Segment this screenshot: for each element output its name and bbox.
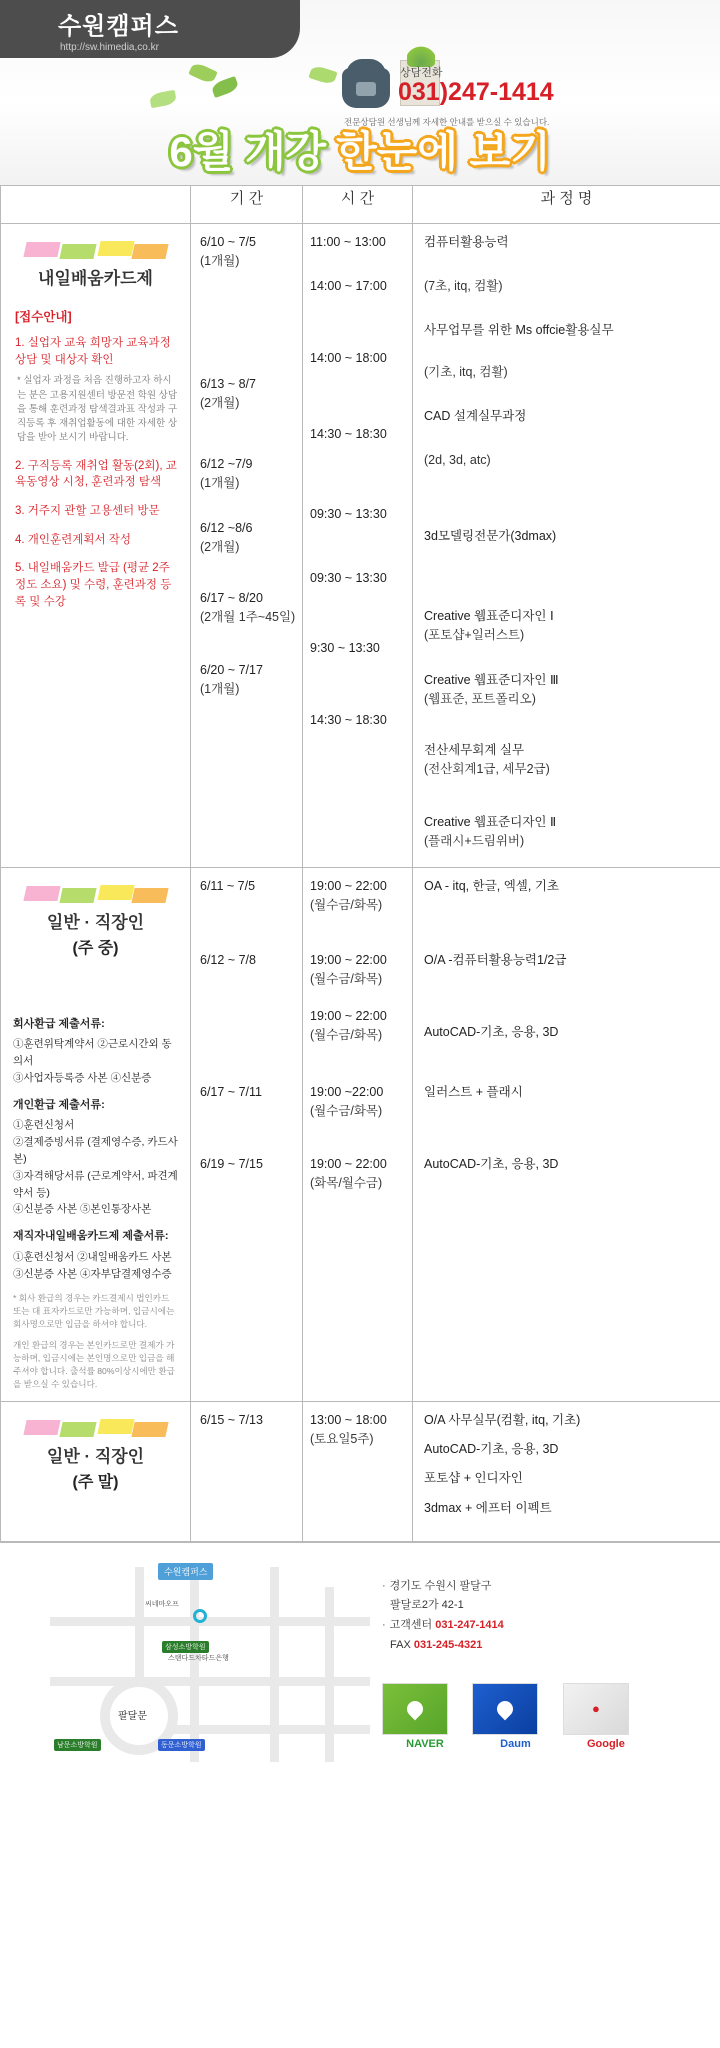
- period-sub: (2개월): [200, 396, 240, 411]
- time-group: [304, 1403, 411, 1450]
- section2-subtitle: (주 중): [72, 939, 119, 957]
- period-sub: (1개월): [200, 254, 240, 269]
- list-item: 5. 내일배움카드 발급 (평균 2주정도 소요) 및 수령, 훈련과정 등록 및 수강: [15, 562, 172, 608]
- page-footer: [0, 1542, 720, 1777]
- highlight-swatches: [21, 1418, 171, 1438]
- refund-note-2: 개인 환급의 경우는 본인카드로만 결제가 가능하며, 입금시에는 본인명으로만 입금을 해주셔야 합니다. 출석률 80%이상시에만 환급을 받으실 수 있습니다.: [13, 1339, 175, 1389]
- time-sub: (화목/월수금): [310, 1176, 383, 1191]
- highlight-swatches: [21, 240, 171, 260]
- list-item: ①훈련위탁계약서 ②근로시간외 동의서: [13, 1038, 172, 1068]
- leaf-icon: [308, 64, 337, 85]
- phone-subtext: 전문상담원 선생님께 자세한 안내를 받으실 수 있습니다.: [344, 117, 550, 127]
- list-item: 4. 개인훈련계획서 작성: [15, 533, 131, 546]
- table-row: [1, 867, 720, 1401]
- course-sub: (플래시+드림위버): [424, 834, 525, 849]
- naver-label: NAVER: [406, 1737, 444, 1750]
- section2-time-cell: [303, 867, 413, 1401]
- list-item: ③사업자등록증 사본 ④신분증: [13, 1071, 152, 1084]
- list-item: 2. 구직등록 재취업 활동(2회), 교육동영상 시청, 훈련과정 탐색: [15, 459, 177, 489]
- period-sub: (1개월): [200, 682, 240, 697]
- section3-title: 일반 · 직장인: [46, 1446, 145, 1466]
- list-item: ③자격해당서류 (근로계약서, 파견계약서 등): [13, 1169, 178, 1199]
- time-value: 9:30 ~ 13:30: [310, 641, 380, 655]
- location-pin-icon: [193, 1609, 207, 1623]
- list-item: ④신분증 사본 ⑤본인통장사본: [13, 1203, 152, 1216]
- time-value: 14:30 ~ 18:30: [310, 427, 387, 441]
- section3-period-cell: [191, 1401, 303, 1541]
- map-label: 동문소방학원: [158, 1739, 205, 1751]
- course-name: AutoCAD-기초, 응용, 3D: [424, 1441, 559, 1456]
- google-label: Google: [586, 1737, 625, 1750]
- personal-refund-docs: 개인환급 제출서류: ①훈련신청서 ②결제증빙서류 (결제영수증, 카드사본) ③자격해당서류 (근로계약서, 파견계약서 등) ④신분증 사본 ⑤본인통장사본: [13, 1097, 180, 1218]
- leaf-icon: [210, 76, 239, 98]
- period-value: 6/15 ~ 7/13: [200, 1412, 263, 1427]
- period-sub: (1개월): [200, 476, 240, 491]
- map-pin-icon: [383, 1684, 447, 1734]
- time-value: 19:00 ~ 22:00: [310, 952, 387, 967]
- table-row: [1, 1401, 720, 1541]
- card-refund-docs: 재직자내일배움카드제 제출서류: ①훈련신청서 ②내일배움카드 사본 ③신분증 사본 ④자부담결제영수증: [13, 1228, 180, 1282]
- course-name: 3d모델링전문가(3dmax): [424, 529, 557, 543]
- time-sub: (월수금/화목): [310, 1028, 383, 1043]
- period-value: 6/20 ~ 7/17: [200, 663, 263, 677]
- daum-label: Daum: [500, 1737, 531, 1750]
- course-sub: (전산회계1급, 세무2급): [424, 762, 550, 777]
- course-name: 일러스트 + 플래시: [424, 1084, 523, 1099]
- map-label: 삼성소방학원: [162, 1641, 209, 1653]
- page-header: [0, 0, 720, 185]
- col-header-period: 기 간: [191, 186, 303, 224]
- course-group: [414, 225, 719, 852]
- list-item: ③신분증 사본 ④자부담결제영수증: [13, 1267, 172, 1280]
- section3-course-cell: [413, 1401, 720, 1541]
- col-header-course: 과 정 명: [413, 186, 720, 224]
- map-label: 씨네마오프: [145, 1600, 179, 1608]
- section2-course-cell: [413, 867, 720, 1401]
- company-refund-docs: 회사환급 제출서류: ①훈련위탁계약서 ②근로시간외 동의서 ③사업자등록증 사본 ④신분증: [13, 1016, 180, 1087]
- address-line1: 경기도 수원시 팔달구: [389, 1579, 492, 1592]
- section1-info-cell: [1, 224, 191, 868]
- course-sub: (7초, itq, 컴활): [424, 279, 503, 293]
- contact-block: [342, 62, 582, 127]
- section2-period-cell: [191, 867, 303, 1401]
- course-name: Creative 웹표준디자인 Ⅱ: [424, 815, 557, 829]
- period-sub: (2개월 1주~45일): [200, 610, 296, 625]
- address-line2: 팔달로2가 42-1: [390, 1599, 464, 1612]
- course-sub: (웹표준, 포트폴리오): [424, 692, 536, 707]
- list-item: ②결제증빙서류 (결제영수증, 카드사본): [13, 1136, 178, 1165]
- period-value: 6/12 ~7/9: [200, 457, 253, 471]
- course-sub: (기초, itq, 컴활): [424, 365, 508, 379]
- period-value: 6/19 ~ 7/15: [200, 1156, 263, 1171]
- campus-tab: [0, 0, 300, 58]
- period-value: 6/12 ~8/6: [200, 521, 253, 535]
- course-sub: (2d, 3d, atc): [424, 453, 491, 467]
- campus-name: 수원캠퍼스: [58, 13, 179, 40]
- section1-title: 내일배움카드제: [38, 269, 153, 288]
- period-value: 6/17 ~ 8/20: [200, 591, 263, 605]
- page-title-part1: 6월 개강: [169, 128, 327, 175]
- customer-center-label: 고객센터: [389, 1619, 433, 1632]
- location-map[interactable]: [40, 1557, 370, 1762]
- period-group: [192, 225, 301, 700]
- col-header-time: 시 간: [303, 186, 413, 224]
- time-value: 09:30 ~ 13:30: [310, 571, 387, 585]
- campus-url[interactable]: http://sw.himedia,co.kr: [60, 42, 159, 53]
- campus-map-tag: 수원캠퍼스: [158, 1563, 213, 1580]
- section3-time-cell: [303, 1401, 413, 1541]
- time-value: 14:00 ~ 17:00: [310, 279, 387, 293]
- time-value: 09:30 ~ 13:30: [310, 507, 387, 521]
- map-pin-icon: [473, 1684, 537, 1734]
- course-name: Creative 웹표준디자인 Ⅰ: [424, 609, 554, 623]
- time-value: 19:00 ~22:00: [310, 1084, 384, 1099]
- time-sub: (월수금/화목): [310, 972, 383, 987]
- course-sub: (포토샵+일러스트): [424, 628, 525, 643]
- list-item: 3. 거주지 관할 고용센터 방문: [15, 504, 160, 517]
- course-name: 컴퓨터활용능력: [424, 235, 509, 249]
- time-value: 13:00 ~ 18:00: [310, 1412, 387, 1427]
- google-map-button[interactable]: [563, 1683, 629, 1735]
- time-group: [304, 869, 411, 1194]
- map-label: 스탠다드차타드은행: [168, 1654, 229, 1662]
- list-item: ①훈련신청서: [13, 1119, 75, 1132]
- map-links: [382, 1683, 682, 1752]
- telephone-icon: [342, 68, 390, 108]
- time-group: [304, 225, 411, 730]
- highlight-swatches: [21, 884, 171, 904]
- period-value: 6/11 ~ 7/5: [200, 878, 256, 893]
- section1-course-cell: [413, 224, 720, 868]
- period-value: 6/13 ~ 8/7: [200, 377, 256, 391]
- fax-label: FAX: [390, 1638, 411, 1651]
- time-sub: (토요일5주): [310, 1431, 374, 1446]
- section3-info-cell: [1, 1401, 191, 1541]
- period-value: 6/12 ~ 7/8: [200, 952, 256, 967]
- col-header-category: [1, 186, 191, 224]
- naver-map-button[interactable]: [382, 1683, 448, 1735]
- daum-map-button[interactable]: [472, 1683, 538, 1735]
- section1-period-cell: [191, 224, 303, 868]
- course-name: Creative 웹표준디자인 Ⅲ: [424, 673, 559, 687]
- phone-label: 상담전화: [400, 67, 443, 79]
- course-name: OA - itq, 한글, 엑셀, 기초: [424, 878, 559, 893]
- notice-heading: [접수안내]: [15, 310, 72, 324]
- map-pin-icon: ●: [591, 1701, 600, 1717]
- leaf-icon: [149, 90, 177, 108]
- time-value: 14:30 ~ 18:30: [310, 713, 387, 727]
- contact-info: · 경기도 수원시 팔달구 팔달로2가 42-1 · 고객센터 031-247-1414 FAX 031-245-4321: [382, 1579, 504, 1651]
- map-label: 팔달문: [118, 1710, 147, 1722]
- time-value: 19:00 ~ 22:00: [310, 1008, 387, 1023]
- fax-number: 031-245-4321: [413, 1638, 483, 1651]
- section1-time-cell: [303, 224, 413, 868]
- refund-note-1: * 회사 환급의 경우는 카드결제시 법인카드 또는 대 표자카드로만 가능하며, 입금시에는 회사명으로만 입금을 하셔야 합니다.: [13, 1293, 175, 1330]
- course-name: O/A 사무실무(컴활, itq, 기초): [424, 1412, 581, 1427]
- customer-center-phone: 031-247-1414: [435, 1619, 504, 1632]
- table-header-row: [1, 186, 720, 224]
- period-sub: (2개월): [200, 540, 240, 555]
- course-name: 전산세무회계 실무: [424, 743, 525, 757]
- time-value: 19:00 ~ 22:00: [310, 1156, 387, 1171]
- page-title: [0, 119, 720, 179]
- section3-subtitle: (주 말): [72, 1473, 119, 1491]
- course-name: 3dmax + 에프터 이펙트: [424, 1500, 552, 1515]
- time-sub: (월수금/화목): [310, 1104, 383, 1119]
- schedule-table: [0, 185, 720, 1542]
- course-name: AutoCAD-기초, 응용, 3D: [424, 1156, 559, 1171]
- section2-info-cell: [1, 867, 191, 1401]
- time-sub: (월수금/화목): [310, 898, 383, 913]
- leaf-icon: [188, 61, 217, 85]
- notice-gray-note: * 실업자 과정을 처음 진행하고자 하시는 분은 고용지원센터 방문전 학원 상담을 통해 훈련과정 탐색결과표 작성과 구직등록 후 재취업활동에 대한 자세한 상담을 받아 보시기 바랍니다.: [17, 375, 178, 444]
- period-value: 6/17 ~ 7/11: [200, 1084, 262, 1099]
- course-name: 사무업무를 위한 Ms offcie활용실무: [424, 323, 614, 337]
- course-name: 포토샵 + 인디자인: [424, 1471, 523, 1486]
- course-group: [414, 869, 719, 1174]
- course-group: [414, 1403, 719, 1519]
- phone-number: 031)247-1414: [398, 78, 554, 106]
- section2-title: 일반 · 직장인: [46, 912, 145, 932]
- list-item: ①훈련신청서 ②내일배움카드 사본: [13, 1250, 172, 1263]
- notice-list: [15, 335, 180, 610]
- course-name: AutoCAD-기초, 응용, 3D: [424, 1024, 559, 1039]
- time-value: 11:00 ~ 13:00: [310, 235, 386, 249]
- course-name: CAD 설계실무과정: [424, 409, 527, 423]
- map-label: 남문소방학원: [54, 1739, 101, 1751]
- period-group: [192, 869, 301, 1174]
- course-name: O/A -컴퓨터활용능력1/2급: [424, 952, 567, 967]
- period-value: 6/10 ~ 7/5: [200, 235, 256, 249]
- time-value: 19:00 ~ 22:00: [310, 878, 387, 893]
- page-title-part2: 한눈에 보기: [336, 128, 551, 175]
- list-item: 1. 실업자 교육 희망자 교육과정 상담 및 대상자 확인: [15, 337, 171, 366]
- table-row: [1, 224, 720, 868]
- time-value: 14:00 ~ 18:00: [310, 351, 387, 365]
